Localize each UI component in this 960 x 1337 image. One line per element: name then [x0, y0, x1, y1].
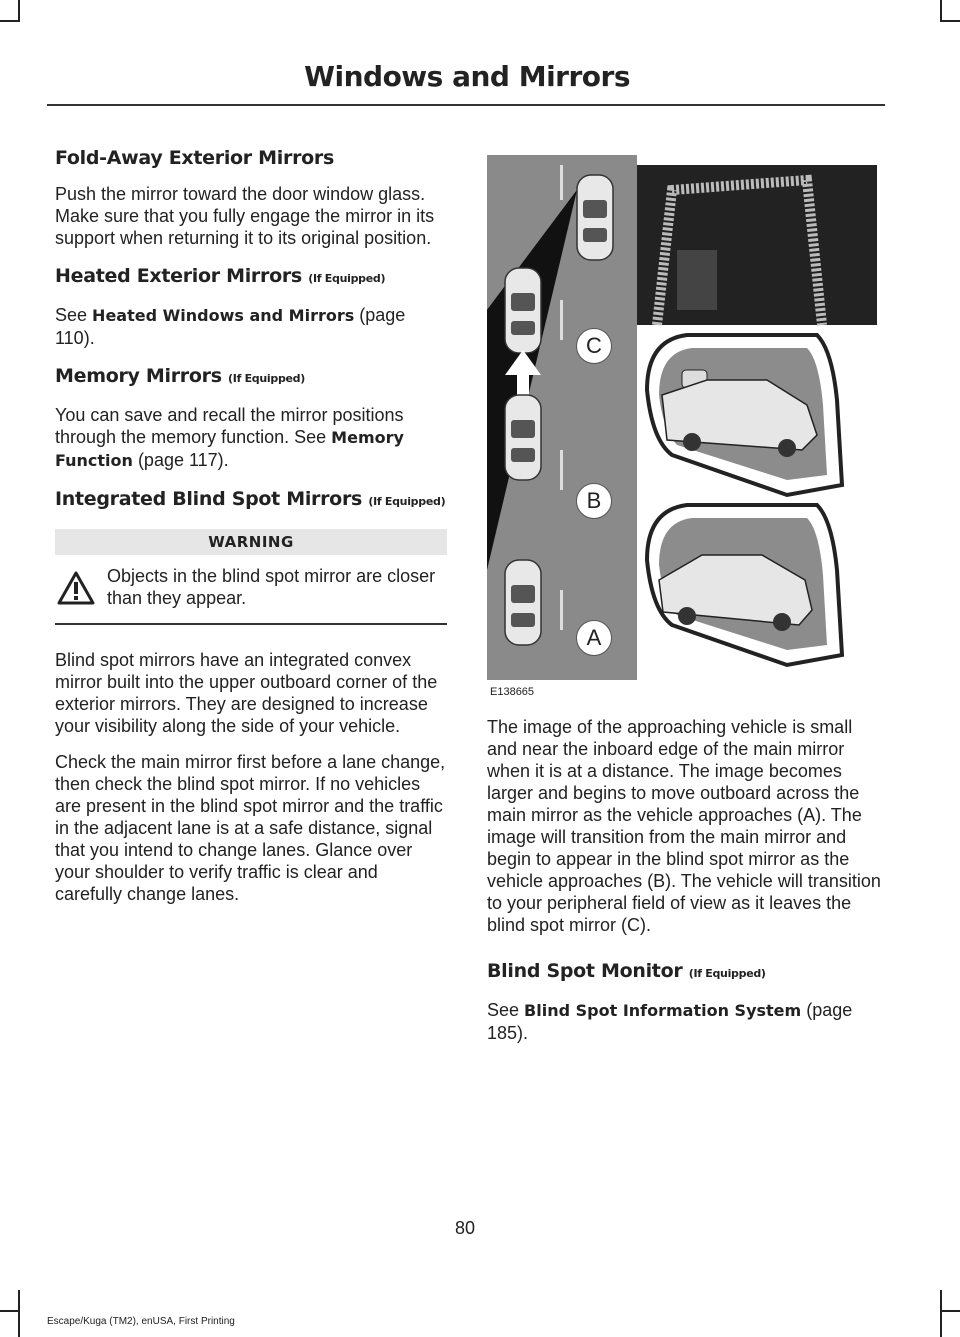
crop-mark	[940, 0, 942, 22]
warning-body	[55, 555, 447, 625]
page-ref: (page 185).	[487, 1000, 853, 1043]
heading-fold-away: Fold-Away Exterior Mirrors	[55, 147, 334, 169]
equipped-note: (If Equipped)	[368, 495, 446, 508]
right-column	[487, 145, 885, 1058]
car-c	[577, 175, 613, 260]
crop-mark	[18, 0, 20, 22]
page-ref: (page 117).	[137, 450, 229, 470]
crop-mark	[0, 1310, 20, 1312]
blind-spot-figure	[487, 150, 877, 680]
heading-memory-text: Memory Mirrors	[55, 365, 222, 387]
paragraph-approaching-vehicle: The image of the approaching vehicle is small and near the inboard edge of the main mirror when it is at a distance. The image becomes larger and begins to move outboard across the main mirror as the vehicle approaches (A). The image will transition from the main mirror and begin to appear in the blind spot mirror as the vehicle approaches (B). The vehicle will transition to your peripheral field of view as it leaves the blind spot mirror (C).	[487, 717, 881, 935]
page-header-title: Windows and Mirrors	[304, 60, 630, 93]
crop-mark	[940, 1290, 942, 1337]
link-blind-spot-info[interactable]: Blind Spot Information System	[524, 1001, 802, 1020]
see-label: See	[55, 305, 88, 325]
see-label: See	[487, 1000, 520, 1020]
page-number: 80	[454, 1218, 476, 1238]
heading-monitor-text: Blind Spot Monitor	[487, 960, 683, 982]
figure-code: E138665	[490, 686, 535, 698]
callout-a: A	[576, 620, 612, 656]
crop-mark	[18, 1290, 20, 1337]
heading-heated	[55, 263, 447, 292]
memory-text	[55, 404, 447, 472]
equipped-note: (If Equipped)	[688, 967, 766, 980]
crop-mark	[940, 20, 960, 22]
link-memory-function[interactable]: Memory Function	[55, 428, 404, 470]
heading-heated-text: Heated Exterior Mirrors	[55, 265, 302, 287]
heading-memory	[55, 363, 447, 392]
heading-monitor	[487, 958, 885, 987]
warning-text: Objects in the blind spot mirror are closer than they appear.	[107, 566, 436, 608]
memory-body: You can save and recall the mirror positions through the memory function. See	[55, 405, 404, 447]
car-b	[505, 395, 541, 480]
page-ref: (page 110).	[55, 305, 406, 348]
left-column	[55, 145, 447, 919]
equipped-note: (If Equipped)	[308, 272, 386, 285]
warning-box	[55, 529, 447, 625]
link-heated-windows[interactable]: Heated Windows and Mirrors	[92, 306, 355, 325]
paragraph-blind-spot-intro: Blind spot mirrors have an integrated convex mirror built into the upper outboard corner of the exterior mirrors. They are designed to increase your visibility along the side of your vehicle.	[55, 650, 438, 736]
fold-away-text: Push the mirror toward the door window glass. Make sure that you fully engage the mirror in its support when returning it to its original position.	[55, 184, 435, 248]
blind-spot-illustration	[487, 150, 877, 680]
crop-mark	[0, 20, 20, 22]
crop-mark	[940, 1310, 960, 1312]
warning-label: WARNING	[55, 529, 447, 555]
heading-integrated-text: Integrated Blind Spot Mirrors	[55, 488, 363, 510]
callout-c: C	[576, 328, 612, 364]
car-following	[505, 268, 541, 353]
callout-b: B	[576, 483, 612, 519]
car-a	[505, 560, 541, 645]
header-rule	[47, 104, 885, 106]
monitor-text	[487, 999, 885, 1044]
heading-integrated	[55, 486, 447, 515]
equipped-note: (If Equipped)	[228, 372, 305, 385]
warning-triangle-icon	[57, 571, 95, 605]
paragraph-lane-change: Check the main mirror first before a lane change, then check the blind spot mirror. If no vehicles are present in the blind spot mirror and the traffic in the adjacent lane is at a safe distance, signal that you intend to change lanes. Glance over your shoulder to verify traffic is clear and carefully change lanes.	[55, 752, 446, 904]
footer-text: Escape/Kuga (TM2), enUSA, First Printing	[47, 1316, 235, 1327]
heated-text	[55, 304, 447, 349]
